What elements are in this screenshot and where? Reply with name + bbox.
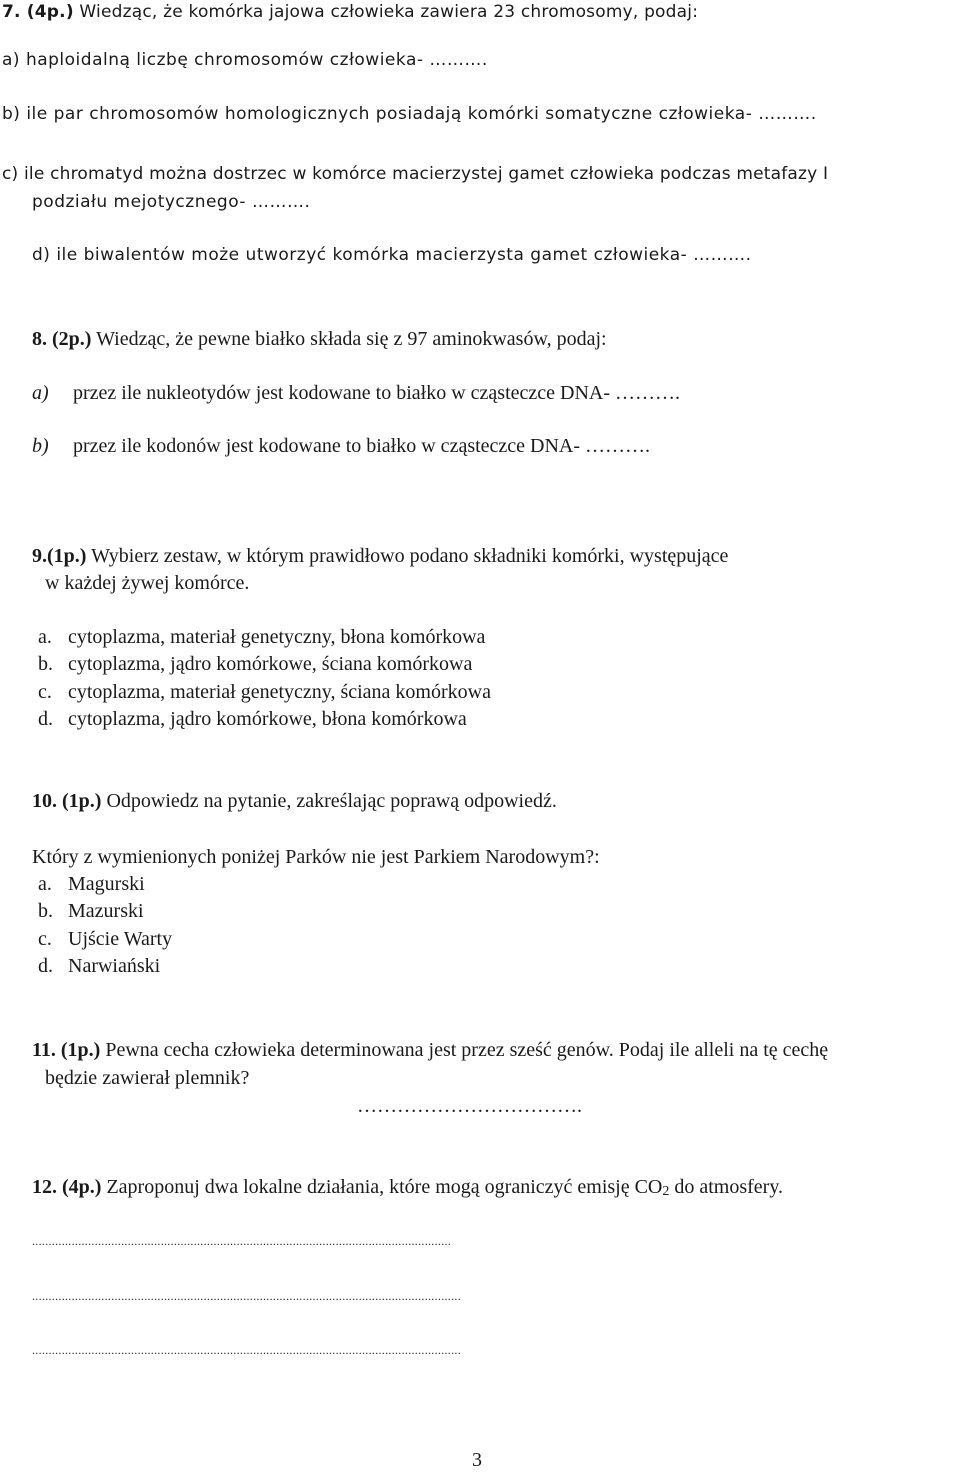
q7-number: 7. (4p.) <box>2 2 74 22</box>
q10-option-label: c. <box>38 928 52 950</box>
q10-option-d <box>38 954 160 978</box>
q9-option-c <box>38 680 491 704</box>
q9-option-label: b. <box>38 653 53 675</box>
q9-option-text: cytoplazma, jądro komórkowe, błona komórkowa <box>68 708 467 730</box>
q8-text: Wiedząc, że pewne białko składa się z 97 aminokwasów, podaj: <box>91 328 607 350</box>
q10-option-label: b. <box>38 900 53 922</box>
q9-option-b <box>38 652 472 676</box>
q11-text-line1: Pewna cecha człowieka determinowana jest przez sześć genów. Podaj ile alleli na tę cechę <box>100 1039 829 1061</box>
q8-item-a-label: a) <box>32 382 49 404</box>
q7-item-a: a) haploidalną liczbę chromosomów człowieka- ………. <box>2 50 488 70</box>
q10-option-label: a. <box>38 873 52 895</box>
q8-item-a-text: przez ile nukleotydów jest kodowane to białko w cząsteczce DNA- ………. <box>73 382 681 404</box>
q8-item-b-text: przez ile kodonów jest kodowane to białko w cząsteczce DNA- ………. <box>73 435 651 457</box>
q10-option-b <box>38 899 144 923</box>
q8-item-b <box>32 434 650 458</box>
q9-option-d <box>38 707 467 731</box>
q9-heading <box>32 544 728 568</box>
q10-text: Odpowiedz na pytanie, zakreślając poprawą odpowiedź. <box>101 790 557 812</box>
q7-text: Wiedząc, że komórka jajowa człowieka zawiera 23 chromosomy, podaj: <box>73 2 699 22</box>
q7-item-d: d) ile biwalentów może utworzyć komórka macierzysta gamet człowieka- ………. <box>32 245 752 265</box>
q12-answer-line-2[interactable]: .................................................................................................................................. <box>32 1289 461 1303</box>
q8-heading <box>32 327 607 351</box>
q12-text-after: do atmosfery. <box>669 1176 784 1198</box>
q10-option-c <box>38 927 172 951</box>
q9-text-line1: Wybierz zestaw, w którym prawidłowo podano składniki komórki, występujące <box>86 545 729 567</box>
q12-heading <box>32 1175 783 1199</box>
q9-text-line2: w każdej żywej komórce. <box>45 572 250 594</box>
q10-heading <box>32 789 557 813</box>
q9-option-a <box>38 625 485 649</box>
q12-answer-line-1[interactable]: ............................................................................................................................... <box>32 1234 452 1248</box>
q9-option-label: a. <box>38 626 52 648</box>
q7-item-c-line2: podziału mejotycznego- ………. <box>32 192 311 212</box>
q10-option-text: Ujście Warty <box>68 928 173 950</box>
q8-item-b-label: b) <box>32 435 49 457</box>
q8-item-a <box>32 381 680 405</box>
q11-answer-line[interactable]: ……………………………. <box>357 1095 582 1117</box>
q11-text-line2: będzie zawierał plemnik? <box>45 1067 250 1089</box>
q10-option-a <box>38 872 145 896</box>
q11-heading <box>32 1038 828 1062</box>
q10-option-text: Narwiański <box>68 955 161 977</box>
q12-subscript: 2 <box>662 1184 670 1199</box>
q10-number: 10. (1p.) <box>32 790 102 812</box>
q10-question: Który z wymienionych poniżej Parków nie jest Parkiem Narodowym?: <box>32 846 600 868</box>
q7-item-c-line1: c) ile chromatyd można dostrzec w komórce macierzystej gamet człowieka podczas metafazy I <box>2 164 829 184</box>
q9-option-text: cytoplazma, materiał genetyczny, błona komórkowa <box>68 626 486 648</box>
q10-option-text: Mazurski <box>68 900 144 922</box>
q10-option-label: d. <box>38 955 53 977</box>
q7-item-b: b) ile par chromosomów homologicznych posiadają komórki somatyczne człowieka- ………. <box>2 104 817 124</box>
q9-option-text: cytoplazma, materiał genetyczny, ściana komórkowa <box>68 681 491 703</box>
page-number: 3 <box>472 1449 482 1471</box>
q12-text: Zaproponuj dwa lokalne działania, które mogą ograniczyć emisję CO <box>101 1176 663 1198</box>
q9-option-text: cytoplazma, jądro komórkowe, ściana komórkowa <box>68 653 473 675</box>
q10-option-text: Magurski <box>68 873 145 895</box>
q7-heading <box>2 0 698 24</box>
q9-option-label: d. <box>38 708 53 730</box>
q11-number: 11. (1p.) <box>32 1039 101 1061</box>
q8-number: 8. (2p.) <box>32 328 92 350</box>
q9-option-label: c. <box>38 681 52 703</box>
q9-number: 9.(1p.) <box>32 545 87 567</box>
q12-number: 12. (4p.) <box>32 1176 102 1198</box>
q12-answer-line-3[interactable]: .................................................................................................................................. <box>32 1343 461 1357</box>
